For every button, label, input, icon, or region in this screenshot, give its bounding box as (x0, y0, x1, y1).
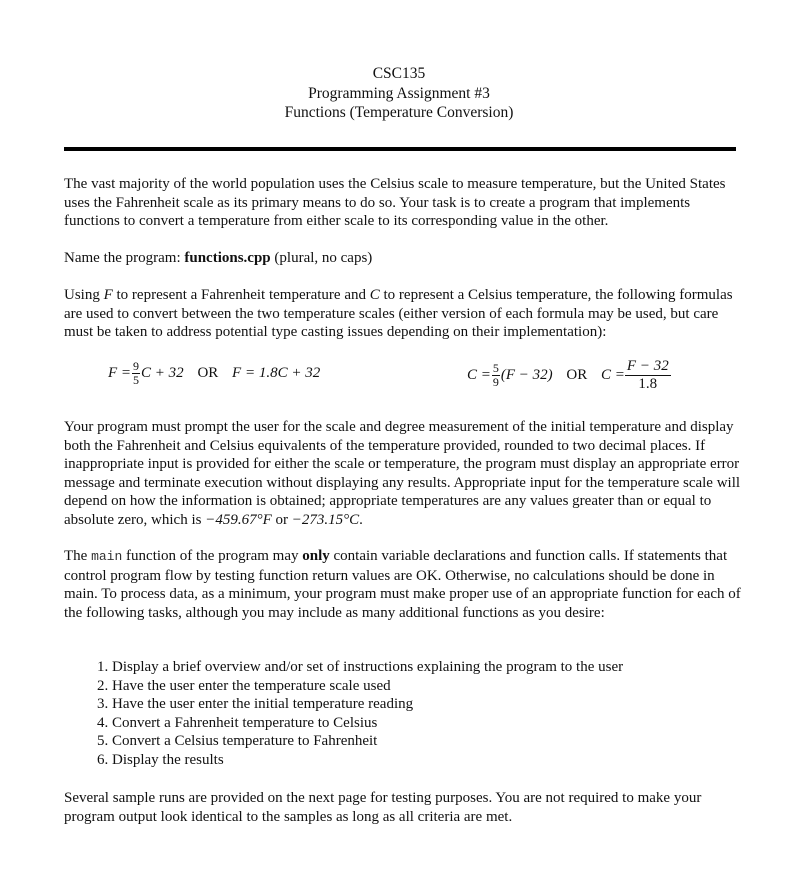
header-divider (64, 147, 736, 151)
f1-rhs: C + 32 (141, 364, 184, 381)
absolute-zero-f: −459.67°F (205, 511, 272, 528)
formulas-intro-text-3: to represent a Celsius temperature, the following formulas are used to convert between the two temperature scales (either version of each formula may be used, but care must be taken to address potential type casting issues depending on their implementation): (64, 287, 733, 340)
f1-fraction (132, 360, 140, 387)
program-name-prefix: Name the program: (64, 250, 185, 266)
c1-denominator: 9 (492, 375, 499, 389)
f1-denominator: 5 (133, 373, 140, 387)
main-para-text-2: function of the program may (122, 548, 303, 564)
document-header (0, 64, 798, 123)
formulas-intro-paragraph (64, 286, 744, 342)
task-list (70, 658, 623, 769)
formulas-intro-text-2: to represent a Fahrenheit temperature and (112, 287, 370, 303)
f1-numerator: 9 (133, 359, 140, 373)
formulas-intro-text-1: Using (64, 287, 104, 303)
assignment-subtitle: Functions (Temperature Conversion) (284, 104, 514, 121)
intro-paragraph: The vast majority of the world population uses the Celsius scale to measure temperature, but the United States uses the Fahrenheit scale as its primary means to do so. Your task is to create a program that implements functions to convert a temperature from either scale to its corresponding value in the other. (64, 176, 726, 229)
task-item: 1. Display a brief overview and/or set of instructions explaining the program to the user (112, 658, 623, 677)
requirements-end: . (359, 511, 363, 528)
task-item: 3. Have the user enter the initial temperature reading (112, 695, 623, 714)
program-filename: functions.cpp (184, 250, 271, 266)
c2-denominator: 1.8 (638, 376, 658, 392)
main-function-paragraph (64, 547, 744, 622)
requirements-text: Your program must prompt the user for the scale and degree measurement of the initial temperature and display both the Fahrenheit and Celsius equivalents of the temperature provided, rounded to two decimal places. If inappropriate input is provided for either the scale or temperature, the program must display an appropriate error message and terminate execution without displaying any results. Appropriate input for the temperature scale will depend on how the information is obtained; appropriate temperatures are any values greater than or equal to absolute zero, which is (64, 419, 741, 528)
requirements-or: or (275, 511, 289, 528)
formula-or-2: OR (566, 366, 588, 383)
task-item: 5. Convert a Celsius temperature to Fahrenheit (112, 732, 623, 751)
c2-lhs: C = (601, 366, 625, 383)
c1-numerator: 5 (492, 361, 499, 375)
main-para-text-3: contain variable declarations and function calls. If statements that control program flow by testing function return values are OK. Otherwise, no calculations should be done in main. To process data, as a minimum, your program must make proper use of an appropriate function for each of the following tasks, although you may include as many additional functions as you desire: (64, 548, 741, 621)
course-code: CSC135 (372, 65, 426, 82)
task-item: 2. Have the user enter the temperature scale used (112, 677, 623, 696)
task-item: 4. Convert a Fahrenheit temperature to Celsius (112, 714, 623, 733)
c2-numerator: F − 32 (626, 358, 669, 374)
formula-or-1: OR (197, 364, 219, 381)
closing-paragraph: Several sample runs are provided on the next page for testing purposes. You are not required to make your program output look identical to the samples as long as all criteria are met. (64, 790, 702, 825)
celsius-formula-fraction (467, 358, 671, 393)
requirements-paragraph (64, 418, 744, 529)
fahrenheit-formula-decimal: F = 1.8C + 32 (232, 364, 321, 381)
program-name-suffix: (plural, no caps) (270, 250, 373, 266)
task-item: 6. Display the results (112, 751, 623, 770)
symbol-f: F (103, 287, 113, 303)
c1-rhs: (F − 32) (500, 366, 553, 383)
c1-lhs: C = (467, 366, 491, 383)
assignment-title: Programming Assignment #3 (308, 84, 490, 102)
f1-lhs: F = (108, 364, 132, 381)
main-para-text-1: The (64, 548, 92, 564)
program-name-paragraph (64, 249, 744, 268)
fahrenheit-formula-fraction (108, 360, 320, 387)
c2-fraction (625, 358, 671, 393)
main-para-only: only (302, 548, 330, 564)
c1-fraction (492, 362, 500, 389)
main-code-keyword: main (91, 549, 123, 564)
symbol-c: C (369, 287, 380, 303)
absolute-zero-c: −273.15°C (291, 511, 360, 528)
